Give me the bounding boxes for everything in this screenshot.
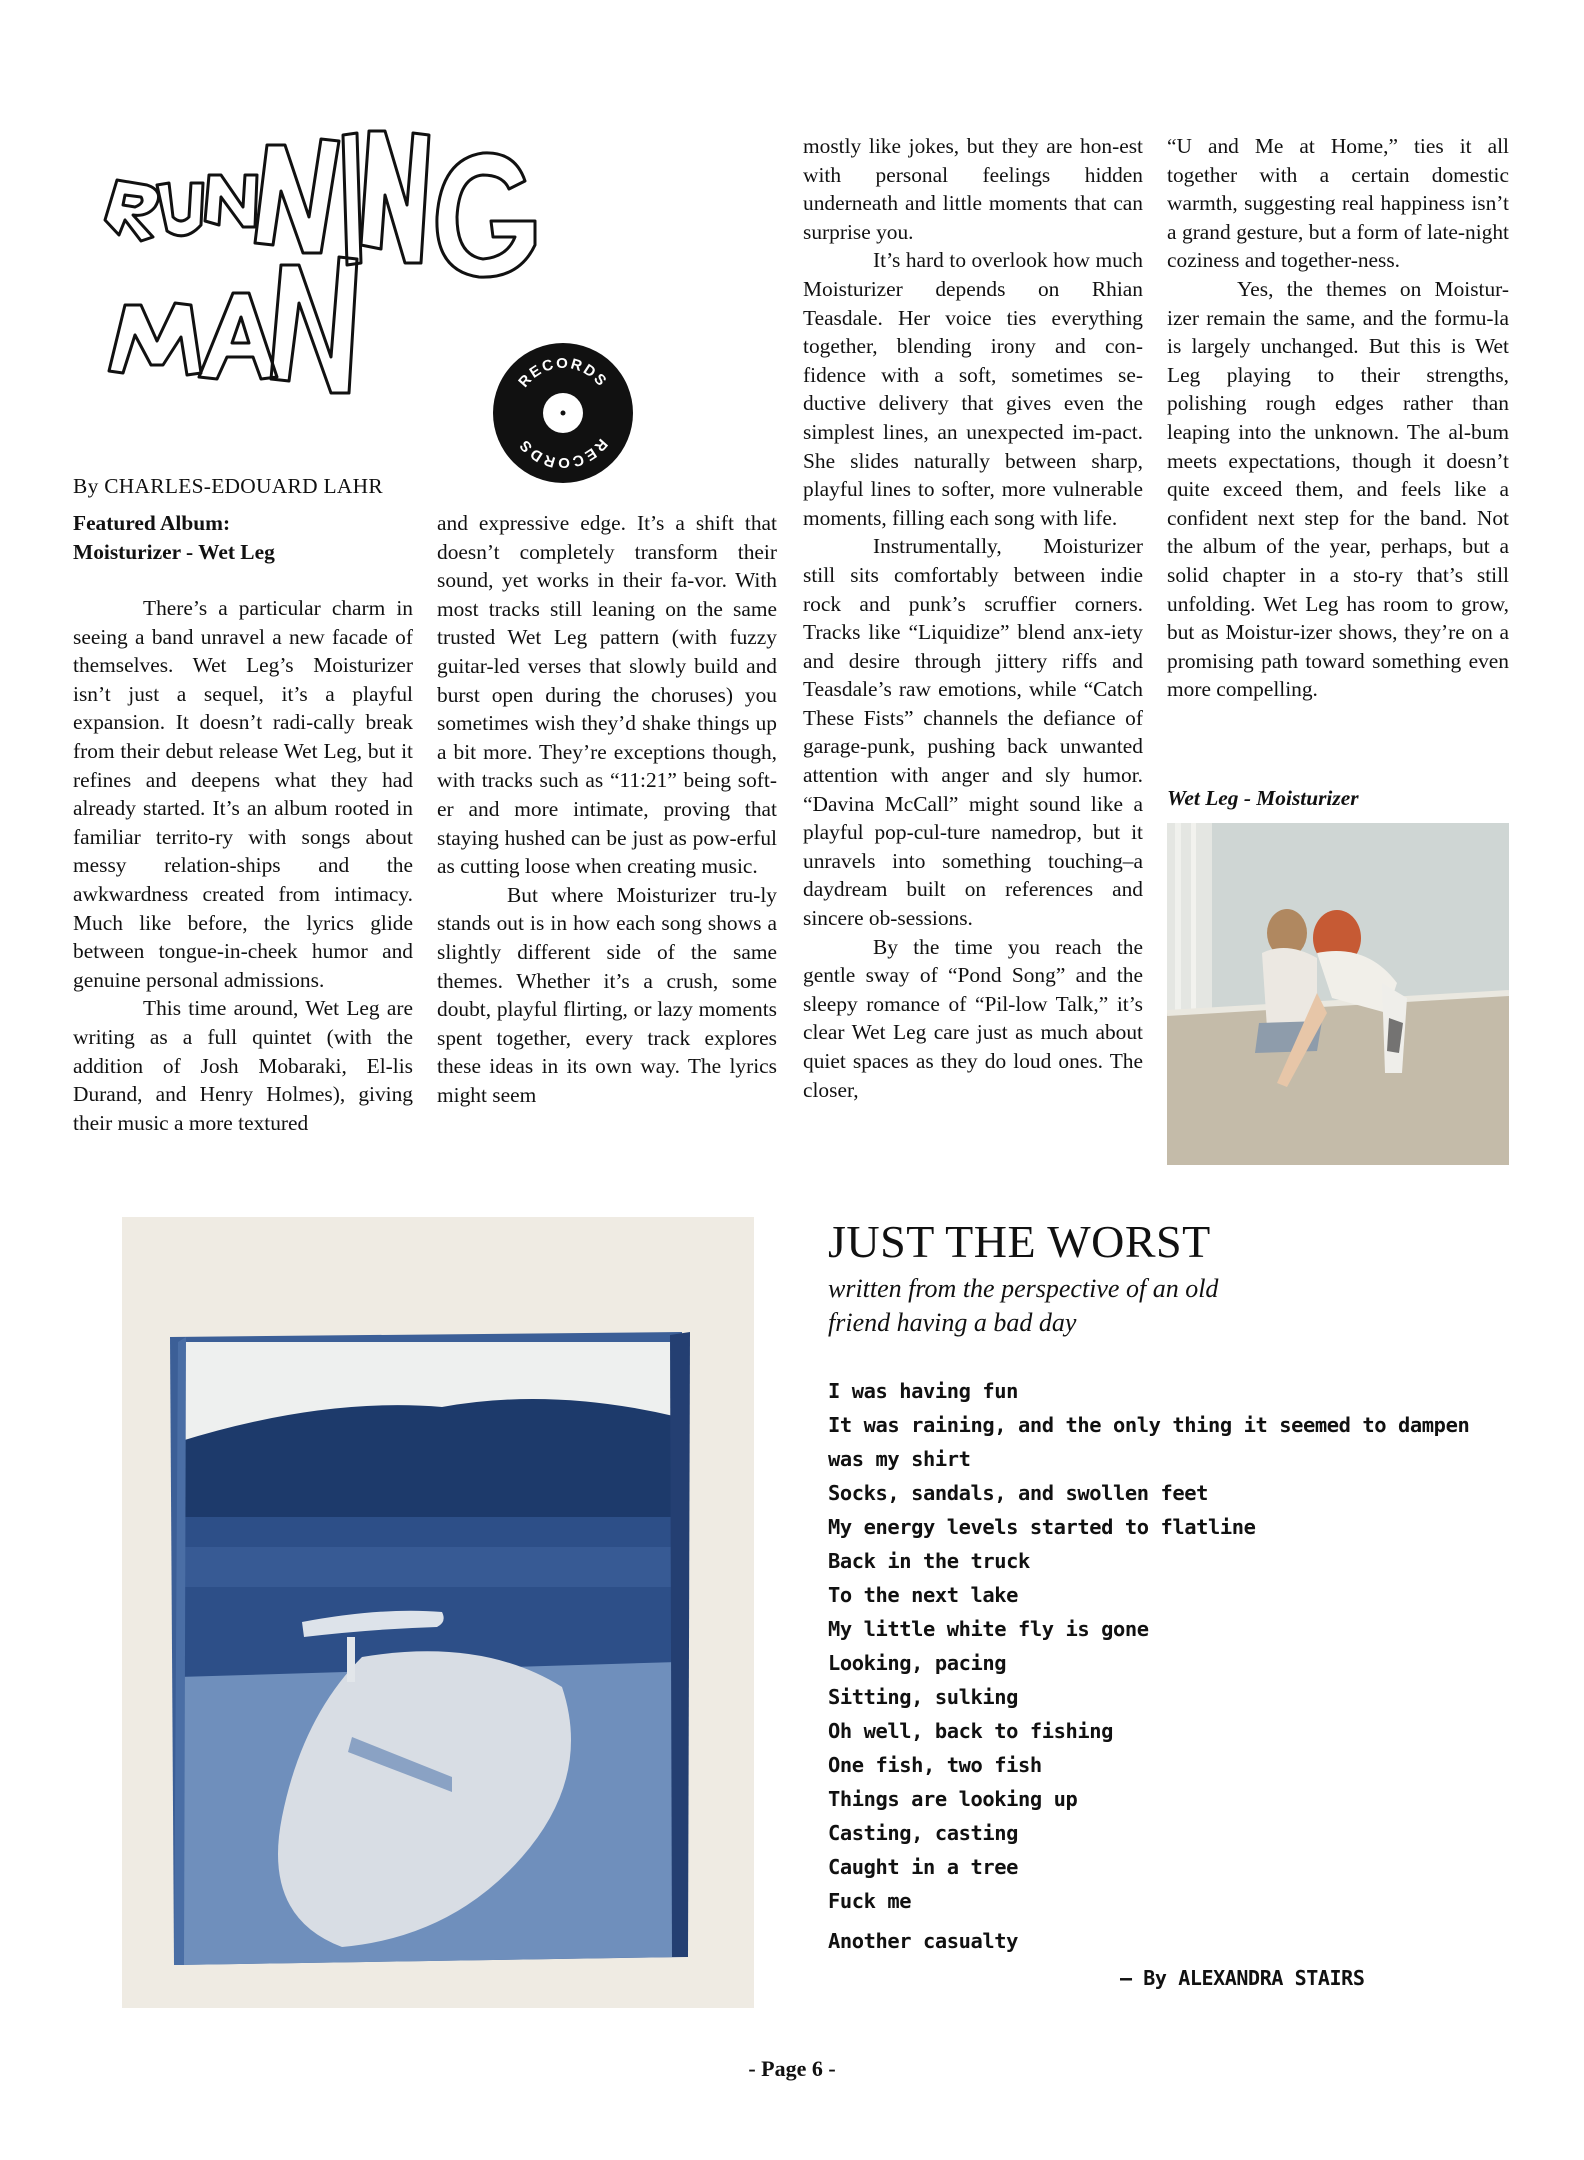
records-badge bbox=[490, 340, 636, 486]
review-paragraph: But where Moisturizer tru-ly stands out is in how each song shows a slightly different side of the same themes. Whether it’s a crush, some doubt, playful flirting, or lazy moments spent together, every track explores these ideas in its own way. The lyrics might seem bbox=[437, 882, 777, 1107]
byline: By CHARLES-EDOUARD LAHR bbox=[73, 474, 383, 498]
poem-line: Oh well, back to fishing bbox=[828, 1719, 1114, 1743]
featured-label: Featured Album: bbox=[73, 511, 231, 535]
review-paragraph: “U and Me at Home,” ties it all together with a certain domestic warmth, suggesting real happiness isn’t a grand gesture, but a form of late-night coziness and together-ness. bbox=[1167, 134, 1509, 273]
poem-title: JUST THE WORST bbox=[828, 1216, 1211, 1267]
review-paragraph: There’s a particular charm in seeing a band unravel a new facade of themselves. Wet Leg’s Moisturizer isn’t just a sequel, it’s a playful expansion. It doesn’t radi-cally break from their debut release Wet Leg, but it refines and deepens what they had already started. It’s an album rooted in familiar territo-ry with songs about messy relation-ships and the awkwardness created from intimacy. Much like before, the lyrics glide between tongue-in-cheek humor and genuine personal admissions. bbox=[73, 596, 413, 992]
review-paragraph: By the time you reach the gentle sway of “Pond Song” and the sleepy romance of “Pil-low Talk,” it’s clear Wet Leg care just as much about quiet spaces as they do loud ones. The closer, bbox=[803, 934, 1143, 1102]
review-paragraph: and expressive edge. It’s a shift that doesn’t completely transform their sound, yet works in their fa-vor. With most tracks still leaning on the same trusted Wet Leg pattern (with fuzzy guitar-led verses that slowly build and burst open during the choruses) you sometimes wish they’d shake things up a bit more. They’re exceptions though, with tracks such as “11:21” being soft-er and more intimate, proving that staying hushed can be just as pow-erful as cutting loose when creating music. bbox=[437, 511, 777, 879]
page-number: - Page 6 - bbox=[748, 2056, 836, 2081]
poem-line: My little white fly is gone bbox=[828, 1617, 1149, 1641]
review-paragraph: It’s hard to overlook how much Moisturizer depends on Rhian Teasdale. Her voice ties everything together, blending irony and con-fidence with a soft, sometimes se-ductive delivery that gives even the simplest lines, an unexpected im-pact. She slides naturally between sharp, playful lines to softer, more vulnerable moments, filling each song with life. bbox=[803, 248, 1143, 530]
album-cover-photo bbox=[1167, 823, 1509, 1165]
poem-line: Back in the truck bbox=[828, 1549, 1030, 1573]
records-text-top: RECORDS bbox=[515, 355, 611, 391]
poem-line: Caught in a tree bbox=[828, 1855, 1019, 1879]
cyanotype-lake-photo bbox=[122, 1217, 754, 2008]
poem-credit: – By ALEXANDRA STAIRS bbox=[1120, 1966, 1365, 1990]
review-paragraph: Yes, the themes on Moistur-izer remain the same, and the formu-la is largely unchanged. But this is Wet Leg playing to their strengths, polishing rough edges rather than leaping into the unknown. The al-bum meets expectations, though it doesn’t quite exceed them, and feels like a confident next step for the band. Not the album of the year, perhaps, but a solid chapter in a sto-ry that’s still unfolding. Wet Leg has room to grow, but as Moistur-izer shows, they’re on a promising path toward something even more compelling. bbox=[1167, 276, 1509, 702]
poem-line: One fish, two fish bbox=[828, 1753, 1042, 1777]
review-paragraph: This time around, Wet Leg are writing as a full quintet (with the addition of Josh Mobaraki, El-lis Durand, and Henry Holmes), giving their music a more textured bbox=[73, 996, 413, 1135]
poem-line: I was having fun bbox=[828, 1379, 1019, 1403]
featured-album-title: Moisturizer - Wet Leg bbox=[73, 540, 275, 564]
poem-subtitle-line: written from the perspective of an old bbox=[828, 1274, 1219, 1303]
poem-line: Looking, pacing bbox=[828, 1651, 1007, 1675]
review-paragraph: Instrumentally, Moisturizer still sits comfortably between indie rock and punk’s scruffier corners. Tracks like “Liquidize” blend anx-iety and desire through jittery riffs and Teasdale’s raw emotions, while “Catch These Fists” channels the defiance of garage-punk, pushing back unwanted attention with anger and sly humor. “Davina McCall” might sound like a playful pop-cul-ture namedrop, but it unravels into something touching–a daydream built on references and sincere ob-sessions. bbox=[803, 534, 1143, 931]
poem-line: was my shirt bbox=[828, 1447, 971, 1471]
poem-line: Another casualty bbox=[828, 1929, 1019, 1953]
poem-line: To the next lake bbox=[828, 1583, 1019, 1607]
poem-line: My energy levels started to flatline bbox=[828, 1515, 1256, 1539]
running-man-logo bbox=[95, 125, 555, 445]
poem-line: Things are looking up bbox=[828, 1787, 1078, 1811]
poem-line: Sitting, sulking bbox=[828, 1685, 1019, 1709]
records-text-bottom: RECORDS bbox=[515, 435, 611, 471]
poem-body bbox=[828, 1374, 1469, 1958]
review-paragraph: mostly like jokes, but they are hon-est with personal feelings hidden underneath and little moments that can surprise you. bbox=[803, 134, 1143, 244]
poem-subtitle bbox=[828, 1272, 1218, 1340]
review-column-3 bbox=[803, 132, 1143, 1104]
poem-subtitle-line: friend having a bad day bbox=[828, 1308, 1077, 1337]
featured-album bbox=[73, 509, 275, 567]
album-image-caption: Wet Leg - Moisturizer bbox=[1167, 786, 1359, 810]
poem-line: Fuck me bbox=[828, 1889, 912, 1913]
review-column-2 bbox=[437, 509, 777, 1109]
review-column-4 bbox=[1167, 132, 1509, 704]
poem-line: Casting, casting bbox=[828, 1821, 1019, 1845]
poem-line: Socks, sandals, and swollen feet bbox=[828, 1481, 1209, 1505]
poem-line: It was raining, and the only thing it seemed to dampen bbox=[828, 1413, 1470, 1437]
review-column-1 bbox=[73, 594, 413, 1137]
